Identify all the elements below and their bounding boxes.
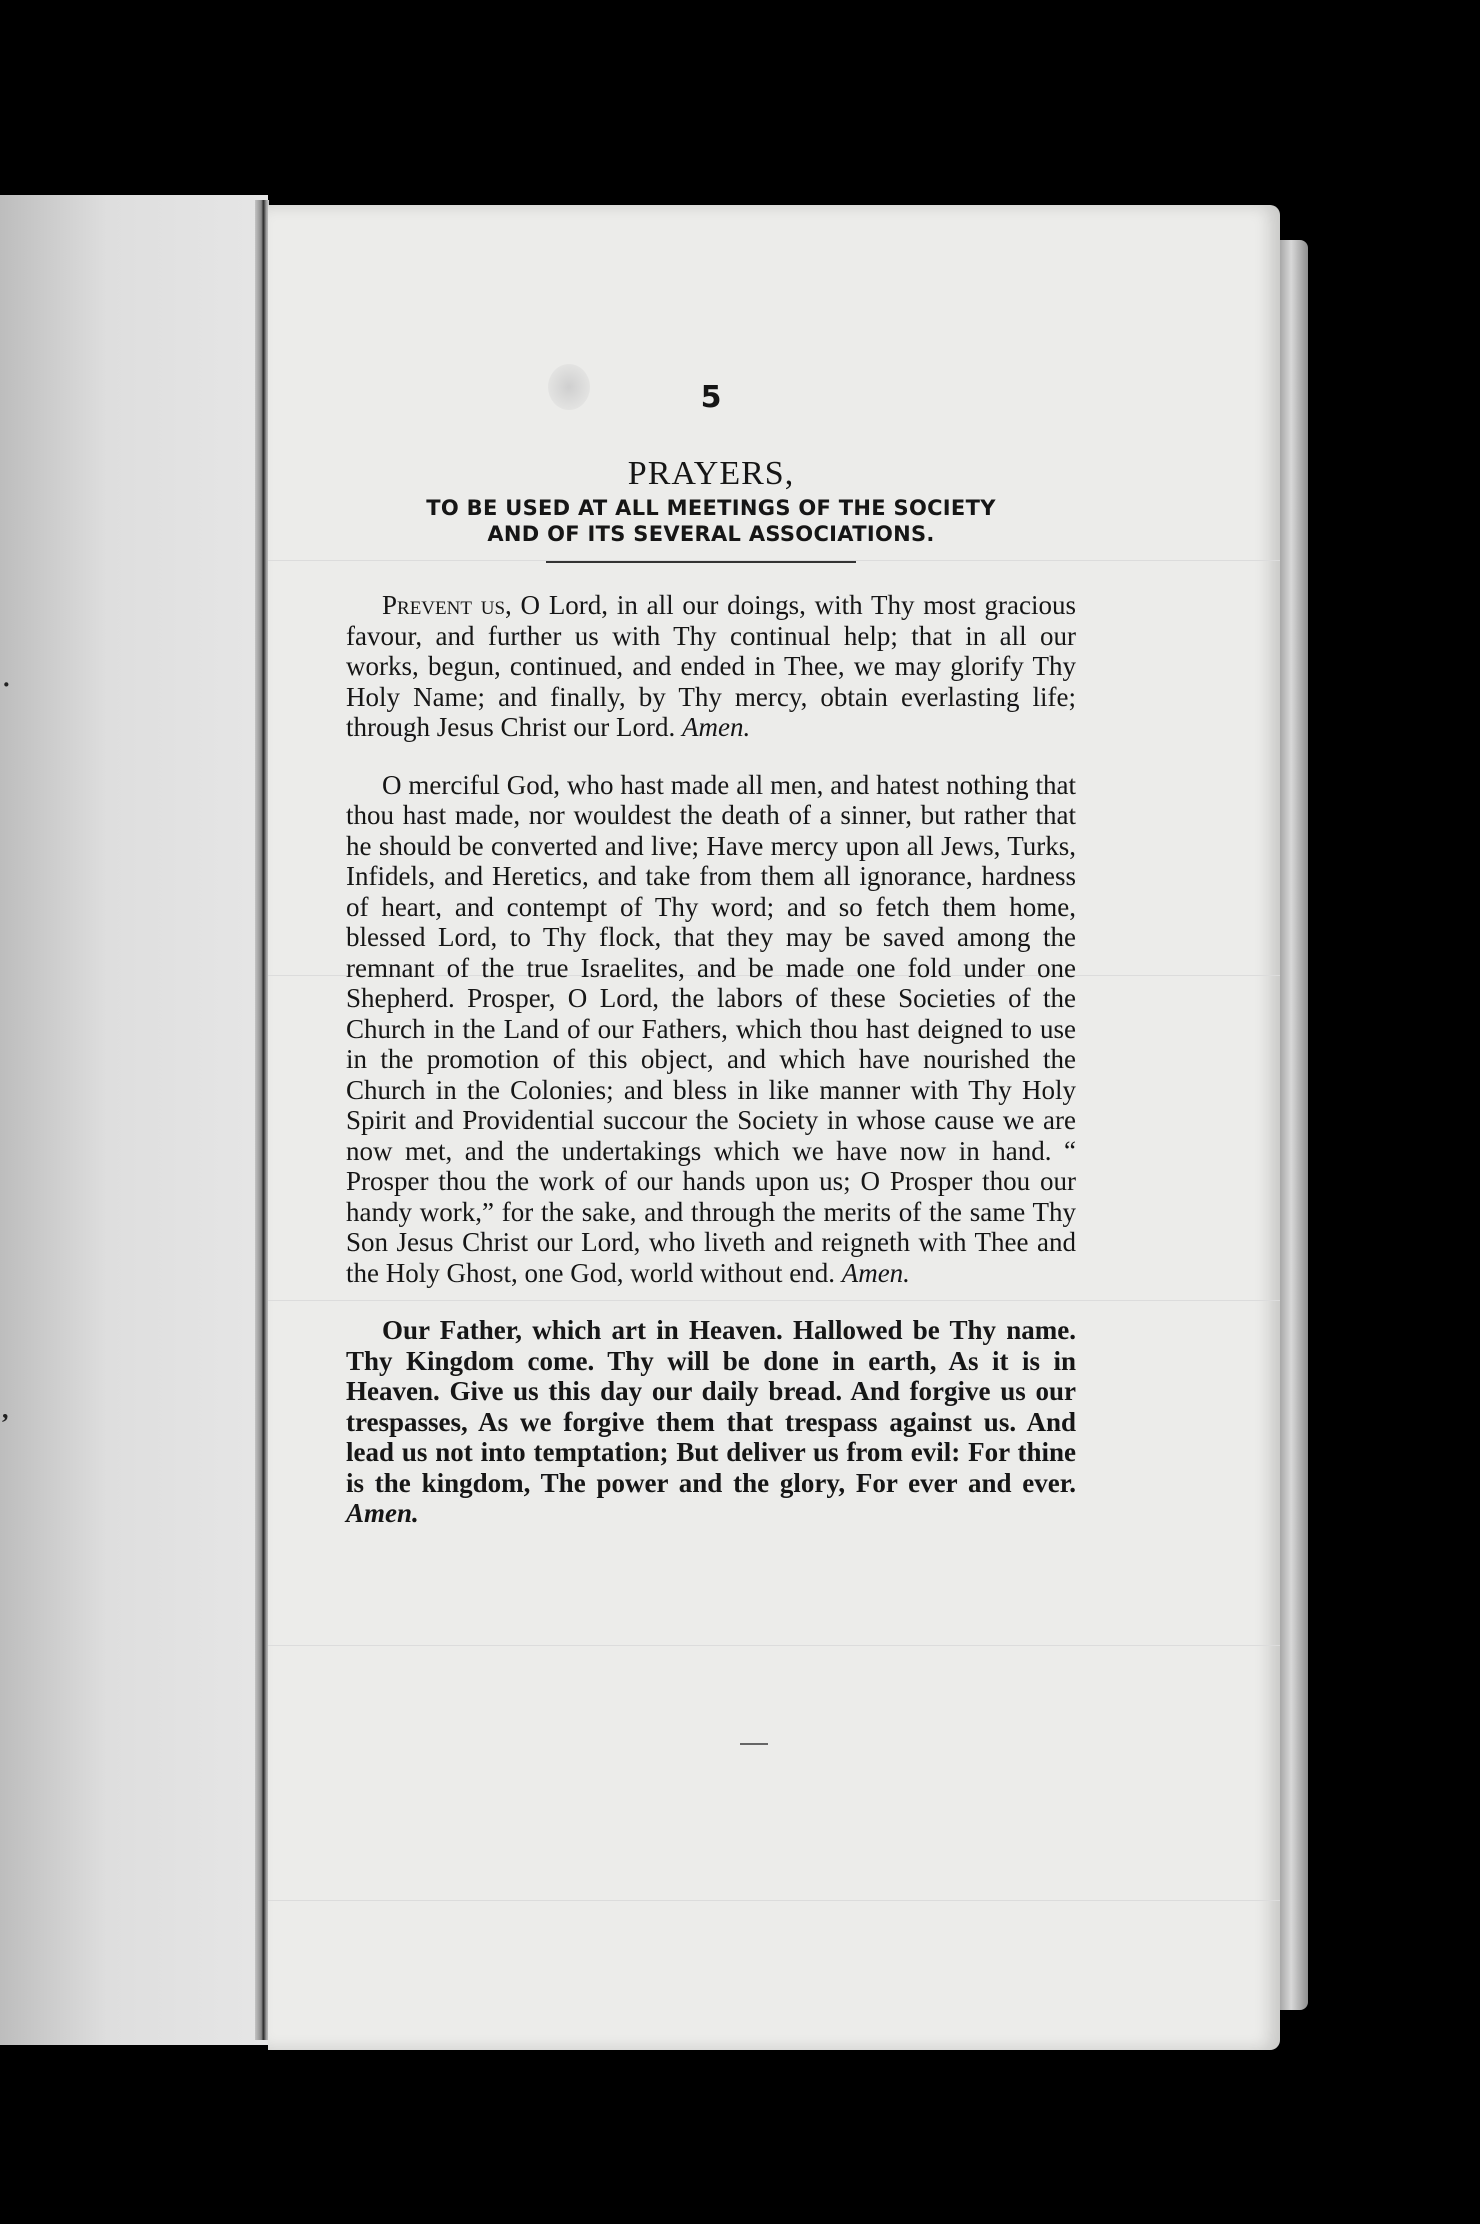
faint-ruling bbox=[268, 1645, 1280, 1646]
paragraph-lead: Prevent us, bbox=[382, 590, 512, 620]
paragraph-closing: Amen. bbox=[841, 1257, 910, 1288]
end-ornament bbox=[740, 1743, 768, 1745]
page-title: PRAYERS, bbox=[627, 455, 795, 492]
margin-mark: , bbox=[2, 1395, 9, 1424]
prayer-paragraph bbox=[346, 770, 1076, 1289]
subtitle-line: AND OF ITS SEVERAL ASSOCIATIONS. bbox=[487, 522, 935, 546]
page-text bbox=[346, 380, 1076, 1545]
paragraph-closing: Amen. bbox=[681, 712, 751, 742]
paragraph-text: O merciful God, who hast made all men, and hatest nothing that thou hast made, nor wouldest the death of a sinner, but rather that he should be converted and live; Have mercy upon all Jews, Turks, Infidels, and Heretics, and take from them all ignorance, hardness of heart, and contempt of Thy word; and so fetch them home, blessed Lord, to Thy flock, that they may be saved among the remnant of the true Israelites, and be made one fold under one Shepherd. Prosper, O Lord, the labors of these Societies of the Church in the Land of our Fathers, which thou hast deigned to use in the promotion of this object, and which have nourished the Church in the Colonies; and bless in like manner with Thy Holy Spirit and Providential succour the Society in whose cause we are now met, and the undertakings which we have now in hand. “ Prosper thou the work of our hands upon us; O Prosper thou our handy work,” for the sake, and through the merits of the same Thy Son Jesus Christ our Lord, who liveth and reigneth with Thee and the Holy Ghost, one God, world without end. bbox=[346, 769, 1076, 1288]
page-edge bbox=[1280, 240, 1308, 2010]
page-number: 5 bbox=[700, 380, 722, 415]
lords-prayer-paragraph bbox=[346, 1315, 1076, 1529]
paragraph-text: Our Father, which art in Heaven. Hallowed be Thy name. Thy Kingdom come. Thy will be done in earth, As it is in Heaven. Give us this day our daily bread. And forgive us our trespasses, As we forgive them that trespass against us. And lead us not into temptation; But deliver us from evil: For thine is the kingdom, The power and the glory, For ever and ever. bbox=[346, 1315, 1076, 1498]
subtitle-line: TO BE USED AT ALL MEETINGS OF THE SOCIETY bbox=[426, 496, 996, 520]
paragraph-closing: Amen. bbox=[346, 1498, 419, 1528]
book-gutter bbox=[255, 200, 269, 2040]
paragraph-text: O Lord, in all our doings, with Thy most gracious favour, and further us with Thy continual help; that in all our works, begun, continued, and ended in Thee, we may glorify Thy Holy Name; and finally, by Thy mercy, obtain everlasting life; through Jesus Christ our Lord. bbox=[346, 590, 1076, 742]
left-page bbox=[0, 195, 268, 2045]
title-rule bbox=[546, 561, 856, 563]
faint-ruling bbox=[268, 1900, 1280, 1901]
margin-mark: · bbox=[2, 670, 11, 699]
prayer-paragraph bbox=[346, 590, 1076, 743]
page-subtitle bbox=[346, 495, 1076, 547]
